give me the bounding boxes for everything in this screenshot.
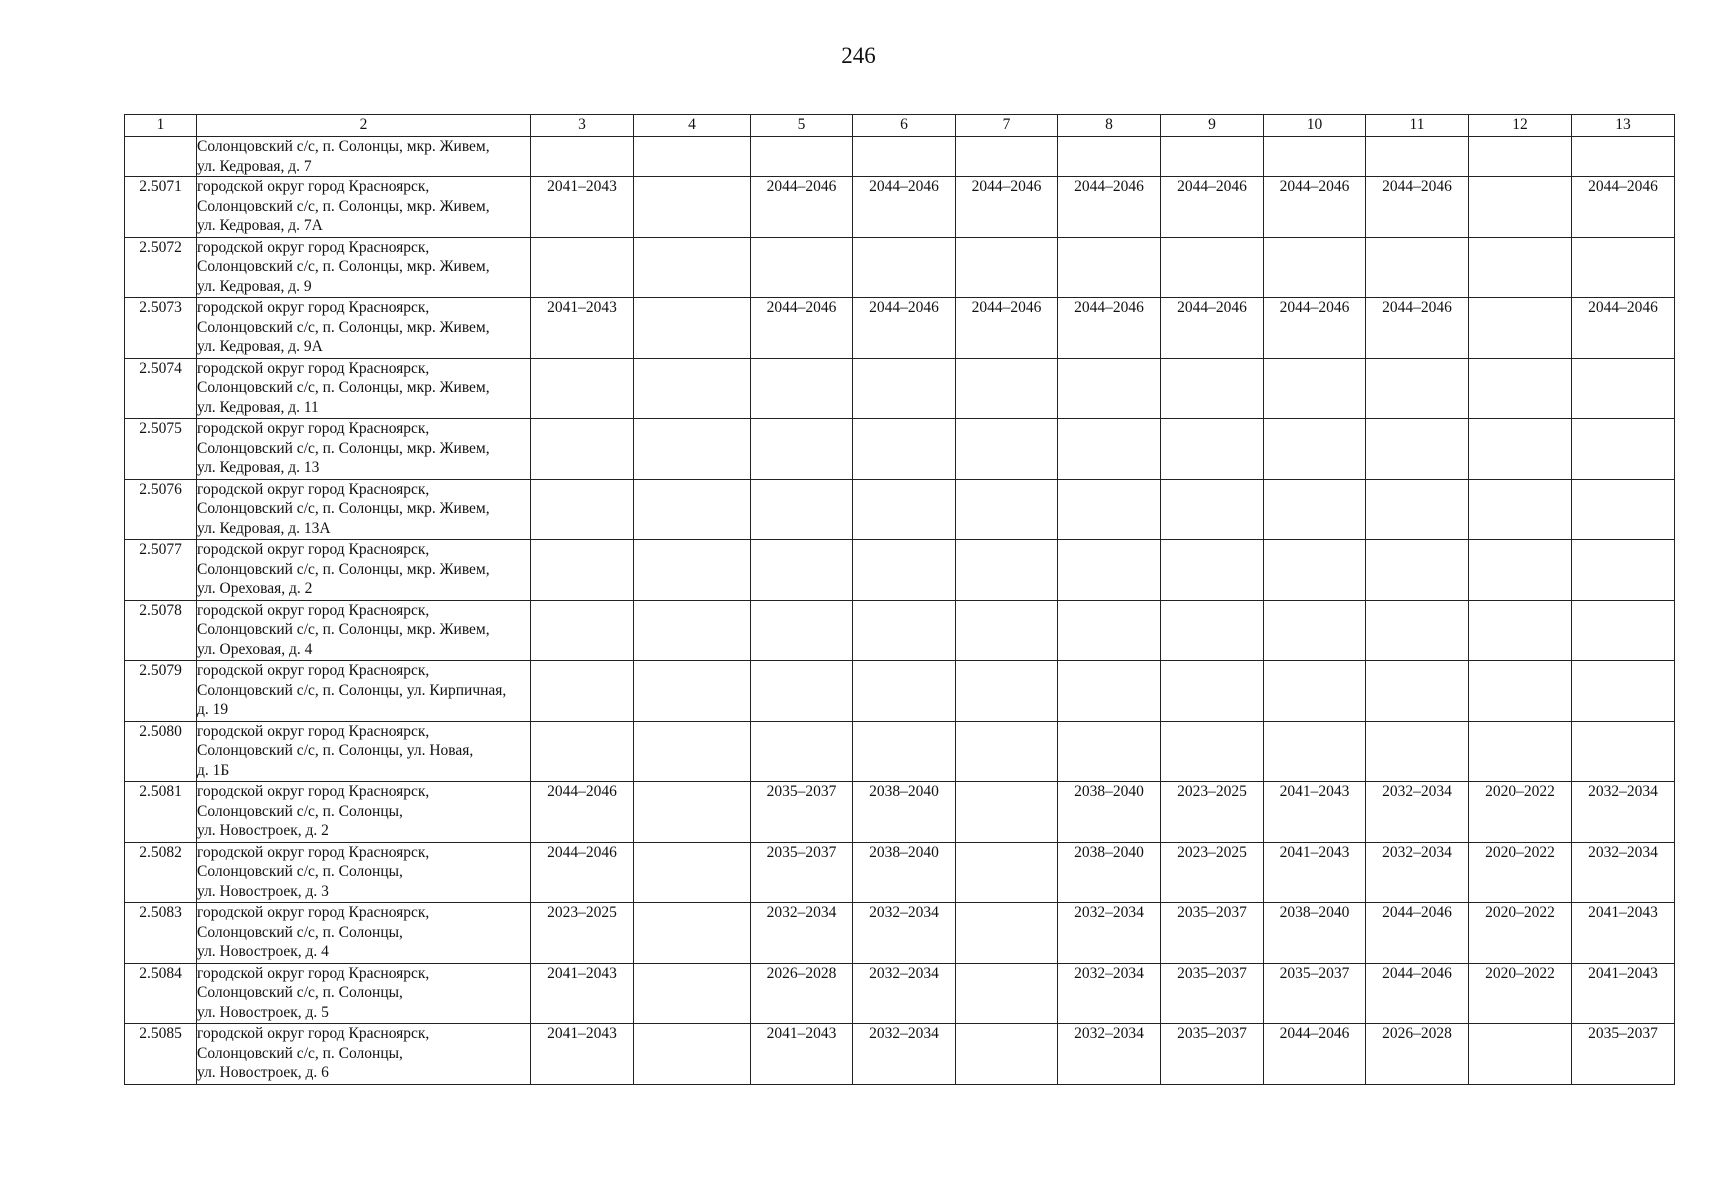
period-cell-col-13: 2041–2043: [1572, 963, 1675, 1024]
address-cell: [197, 1024, 531, 1085]
period-cell-col-11: 2026–2028: [1366, 1024, 1469, 1085]
period-cell-col-12: [1469, 137, 1572, 177]
period-cell-col-7: [956, 1024, 1058, 1085]
address-line: городской округ город Красноярск,: [197, 662, 430, 679]
address-line: городской округ город Красноярск,: [197, 178, 430, 195]
address-line: ул. Новостроек, д. 6: [197, 1064, 329, 1081]
row-number-cell: 2.5075: [125, 419, 197, 480]
period-cell-col-13: 2035–2037: [1572, 1024, 1675, 1085]
row-number-cell: 2.5081: [125, 782, 197, 843]
period-cell-col-5: 2035–2037: [751, 782, 853, 843]
row-number-cell: 2.5072: [125, 237, 197, 298]
period-cell-col-10: 2044–2046: [1264, 298, 1366, 359]
period-cell-col-12: 2020–2022: [1469, 963, 1572, 1024]
period-cell-col-5: 2044–2046: [751, 177, 853, 238]
address-line: ул. Кедровая, д. 9: [197, 277, 312, 295]
period-cell-col-9: 2044–2046: [1161, 177, 1264, 238]
table-body: [125, 137, 1675, 1085]
column-header: 8: [1058, 115, 1161, 137]
table-row: [125, 540, 1675, 601]
row-number-cell: 2.5073: [125, 298, 197, 359]
period-cell-col-11: [1366, 237, 1469, 298]
column-header: 3: [531, 115, 634, 137]
column-header: 11: [1366, 115, 1469, 137]
address-line: Солонцовский с/с, п. Солонцы, мкр. Живем,: [197, 500, 490, 517]
address-line: ул. Кедровая, д. 11: [197, 398, 319, 416]
period-cell-col-3: 2044–2046: [531, 782, 634, 843]
table-row: [125, 479, 1675, 540]
row-number-cell: 2.5071: [125, 177, 197, 238]
address-line: Солонцовский с/с, п. Солонцы,: [197, 863, 403, 880]
period-cell-col-8: [1058, 479, 1161, 540]
address-cell: [197, 298, 531, 359]
period-cell-col-3: [531, 600, 634, 661]
period-cell-col-6: [853, 137, 956, 177]
table-row: [125, 137, 1675, 177]
period-cell-col-9: [1161, 661, 1264, 722]
period-cell-col-5: [751, 721, 853, 782]
period-cell-col-13: [1572, 661, 1675, 722]
row-number-cell: 2.5079: [125, 661, 197, 722]
period-cell-col-5: [751, 479, 853, 540]
period-cell-col-9: 2035–2037: [1161, 1024, 1264, 1085]
address-line: городской округ город Красноярск,: [197, 1025, 430, 1042]
period-cell-col-4: [634, 1024, 751, 1085]
period-cell-col-6: [853, 721, 956, 782]
period-cell-col-6: [853, 661, 956, 722]
period-cell-col-8: 2038–2040: [1058, 842, 1161, 903]
period-cell-col-7: [956, 600, 1058, 661]
period-cell-col-13: 2032–2034: [1572, 842, 1675, 903]
address-line: городской округ город Красноярск,: [197, 601, 430, 619]
period-cell-col-6: [853, 540, 956, 601]
table-row: [125, 963, 1675, 1024]
period-cell-col-10: [1264, 358, 1366, 419]
address-line: ул. Новостроек, д. 2: [197, 822, 329, 839]
period-cell-col-6: [853, 419, 956, 480]
table-row: [125, 600, 1675, 661]
period-cell-col-9: [1161, 137, 1264, 177]
address-line: Солонцовский с/с, п. Солонцы, мкр. Живем,: [197, 560, 490, 578]
period-cell-col-8: [1058, 237, 1161, 298]
address-line: Солонцовский с/с, п. Солонцы,: [197, 984, 403, 1001]
period-cell-col-6: 2032–2034: [853, 963, 956, 1024]
period-cell-col-9: 2023–2025: [1161, 842, 1264, 903]
period-cell-col-7: [956, 721, 1058, 782]
period-cell-col-9: 2035–2037: [1161, 903, 1264, 964]
period-cell-col-12: 2020–2022: [1469, 782, 1572, 843]
period-cell-col-3: 2041–2043: [531, 298, 634, 359]
address-line: городской округ город Красноярск,: [197, 299, 430, 316]
period-cell-col-5: 2044–2046: [751, 298, 853, 359]
period-cell-col-6: 2044–2046: [853, 177, 956, 238]
address-cell: [197, 963, 531, 1024]
period-cell-col-7: [956, 358, 1058, 419]
row-number-cell: 2.5074: [125, 358, 197, 419]
period-cell-col-5: [751, 540, 853, 601]
period-cell-col-8: [1058, 540, 1161, 601]
period-cell-col-4: [634, 137, 751, 177]
period-cell-col-5: [751, 237, 853, 298]
period-cell-col-7: [956, 661, 1058, 722]
period-cell-col-5: 2026–2028: [751, 963, 853, 1024]
period-cell-col-3: [531, 721, 634, 782]
period-cell-col-12: 2020–2022: [1469, 842, 1572, 903]
period-cell-col-3: [531, 137, 634, 177]
address-cell: [197, 842, 531, 903]
period-cell-col-9: [1161, 419, 1264, 480]
period-cell-col-10: 2044–2046: [1264, 177, 1366, 238]
period-cell-col-5: [751, 419, 853, 480]
period-cell-col-12: [1469, 177, 1572, 238]
period-cell-col-11: [1366, 479, 1469, 540]
address-line: ул. Ореховая, д. 4: [197, 640, 313, 658]
address-line: городской округ город Красноярск,: [197, 783, 430, 800]
period-cell-col-10: 2041–2043: [1264, 842, 1366, 903]
column-header: 2: [197, 115, 531, 137]
period-cell-col-5: [751, 137, 853, 177]
column-header: 7: [956, 115, 1058, 137]
period-cell-col-11: [1366, 358, 1469, 419]
period-cell-col-11: [1366, 600, 1469, 661]
period-cell-col-8: [1058, 358, 1161, 419]
period-cell-col-7: [956, 479, 1058, 540]
table-row: [125, 237, 1675, 298]
period-cell-col-6: 2038–2040: [853, 782, 956, 843]
period-cell-col-4: [634, 479, 751, 540]
period-cell-col-11: 2032–2034: [1366, 842, 1469, 903]
address-line: городской округ город Красноярск,: [197, 964, 430, 982]
address-line: Солонцовский с/с, п. Солонцы, ул. Новая,: [197, 742, 474, 759]
column-header: 9: [1161, 115, 1264, 137]
housing-register-table: [124, 114, 1675, 1085]
period-cell-col-6: 2044–2046: [853, 298, 956, 359]
period-cell-col-8: 2032–2034: [1058, 903, 1161, 964]
address-line: Солонцовский с/с, п. Солонцы,: [197, 923, 403, 941]
period-cell-col-5: 2032–2034: [751, 903, 853, 964]
period-cell-col-11: [1366, 721, 1469, 782]
address-line: городской округ город Красноярск,: [197, 904, 430, 921]
period-cell-col-7: [956, 237, 1058, 298]
address-line: городской округ город Красноярск,: [197, 541, 430, 558]
period-cell-col-8: [1058, 137, 1161, 177]
period-cell-col-10: [1264, 661, 1366, 722]
period-cell-col-11: [1366, 419, 1469, 480]
period-cell-col-6: 2038–2040: [853, 842, 956, 903]
period-cell-col-12: [1469, 540, 1572, 601]
period-cell-col-3: 2041–2043: [531, 963, 634, 1024]
period-cell-col-3: [531, 661, 634, 722]
address-line: ул. Кедровая, д. 9А: [197, 338, 323, 355]
period-cell-col-11: [1366, 137, 1469, 177]
period-cell-col-9: [1161, 479, 1264, 540]
address-cell: [197, 782, 531, 843]
period-cell-col-3: [531, 540, 634, 601]
period-cell-col-12: [1469, 237, 1572, 298]
address-cell: [197, 177, 531, 238]
period-cell-col-7: [956, 419, 1058, 480]
period-cell-col-9: 2035–2037: [1161, 963, 1264, 1024]
period-cell-col-13: [1572, 600, 1675, 661]
period-cell-col-9: [1161, 600, 1264, 661]
period-cell-col-5: [751, 661, 853, 722]
period-cell-col-13: 2044–2046: [1572, 298, 1675, 359]
period-cell-col-7: [956, 540, 1058, 601]
period-cell-col-12: [1469, 1024, 1572, 1085]
period-cell-col-12: [1469, 358, 1572, 419]
period-cell-col-8: 2044–2046: [1058, 298, 1161, 359]
period-cell-col-3: [531, 358, 634, 419]
period-cell-col-10: [1264, 721, 1366, 782]
period-cell-col-5: 2035–2037: [751, 842, 853, 903]
column-header: 1: [125, 115, 197, 137]
table-row: [125, 903, 1675, 964]
period-cell-col-10: 2035–2037: [1264, 963, 1366, 1024]
period-cell-col-6: 2032–2034: [853, 1024, 956, 1085]
page-number: 246: [841, 43, 876, 68]
row-number-cell: 2.5080: [125, 721, 197, 782]
period-cell-col-13: [1572, 540, 1675, 601]
period-cell-col-8: [1058, 721, 1161, 782]
address-line: Солонцовский с/с, п. Солонцы, мкр. Живем,: [197, 138, 490, 155]
period-cell-col-13: 2044–2046: [1572, 177, 1675, 238]
period-cell-col-5: [751, 600, 853, 661]
address-line: д. 19: [197, 701, 229, 718]
period-cell-col-11: 2044–2046: [1366, 963, 1469, 1024]
column-header: 10: [1264, 115, 1366, 137]
address-line: ул. Кедровая, д. 13А: [197, 519, 331, 537]
period-cell-col-3: [531, 419, 634, 480]
address-line: Солонцовский с/с, п. Солонцы,: [197, 1044, 403, 1062]
address-line: Солонцовский с/с, п. Солонцы, ул. Кирпичная,: [197, 681, 507, 699]
address-line: ул. Кедровая, д. 7А: [197, 217, 323, 234]
period-cell-col-8: [1058, 600, 1161, 661]
period-cell-col-5: [751, 358, 853, 419]
address-line: Солонцовский с/с, п. Солонцы, мкр. Живем,: [197, 258, 490, 275]
period-cell-col-3: 2041–2043: [531, 177, 634, 238]
table-row: [125, 298, 1675, 359]
period-cell-col-13: [1572, 419, 1675, 480]
column-header: 4: [634, 115, 751, 137]
row-number-cell: 2.5076: [125, 479, 197, 540]
period-cell-col-4: [634, 177, 751, 238]
period-cell-col-4: [634, 842, 751, 903]
address-line: городской округ город Красноярск,: [197, 420, 430, 437]
row-number-cell: 2.5085: [125, 1024, 197, 1085]
address-line: Солонцовский с/с, п. Солонцы, мкр. Живем,: [197, 439, 490, 457]
period-cell-col-7: [956, 963, 1058, 1024]
period-cell-col-10: [1264, 479, 1366, 540]
address-line: городской округ город Красноярск,: [197, 238, 430, 256]
period-cell-col-10: [1264, 137, 1366, 177]
row-number-cell: 2.5082: [125, 842, 197, 903]
period-cell-col-12: [1469, 600, 1572, 661]
period-cell-col-4: [634, 963, 751, 1024]
period-cell-col-8: 2032–2034: [1058, 963, 1161, 1024]
period-cell-col-13: [1572, 721, 1675, 782]
period-cell-col-11: [1366, 540, 1469, 601]
period-cell-col-4: [634, 540, 751, 601]
address-line: ул. Новостроек, д. 5: [197, 1003, 329, 1021]
address-line: городской округ город Красноярск,: [197, 480, 430, 498]
period-cell-col-4: [634, 600, 751, 661]
period-cell-col-7: [956, 842, 1058, 903]
period-cell-col-3: [531, 237, 634, 298]
period-cell-col-9: 2044–2046: [1161, 298, 1264, 359]
period-cell-col-6: [853, 600, 956, 661]
period-cell-col-3: [531, 479, 634, 540]
period-cell-col-9: 2023–2025: [1161, 782, 1264, 843]
period-cell-col-12: [1469, 298, 1572, 359]
address-line: д. 1Б: [197, 761, 230, 779]
period-cell-col-4: [634, 237, 751, 298]
address-cell: [197, 137, 531, 177]
address-cell: [197, 661, 531, 722]
period-cell-col-9: [1161, 358, 1264, 419]
address-cell: [197, 358, 531, 419]
address-line: Солонцовский с/с, п. Солонцы,: [197, 802, 403, 820]
table-row: [125, 1024, 1675, 1085]
period-cell-col-12: 2020–2022: [1469, 903, 1572, 964]
period-cell-col-9: [1161, 237, 1264, 298]
period-cell-col-8: [1058, 419, 1161, 480]
period-cell-col-4: [634, 782, 751, 843]
period-cell-col-13: 2032–2034: [1572, 782, 1675, 843]
period-cell-col-7: [956, 137, 1058, 177]
period-cell-col-11: 2032–2034: [1366, 782, 1469, 843]
period-cell-col-9: [1161, 721, 1264, 782]
period-cell-col-10: 2041–2043: [1264, 782, 1366, 843]
period-cell-col-4: [634, 419, 751, 480]
table-row: [125, 721, 1675, 782]
address-line: ул. Ореховая, д. 2: [197, 580, 313, 597]
address-line: ул. Кедровая, д. 7: [197, 157, 312, 175]
period-cell-col-12: [1469, 419, 1572, 480]
period-cell-col-7: 2044–2046: [956, 298, 1058, 359]
address-line: ул. Новостроек, д. 3: [197, 882, 329, 900]
period-cell-col-4: [634, 903, 751, 964]
row-number-cell: [125, 137, 197, 177]
period-cell-col-4: [634, 721, 751, 782]
address-cell: [197, 237, 531, 298]
period-cell-col-4: [634, 358, 751, 419]
period-cell-col-9: [1161, 540, 1264, 601]
address-cell: [197, 479, 531, 540]
period-cell-col-3: 2041–2043: [531, 1024, 634, 1085]
row-number-cell: 2.5083: [125, 903, 197, 964]
period-cell-col-11: 2044–2046: [1366, 177, 1469, 238]
period-cell-col-10: 2038–2040: [1264, 903, 1366, 964]
period-cell-col-6: [853, 358, 956, 419]
table-row: [125, 842, 1675, 903]
period-cell-col-4: [634, 661, 751, 722]
period-cell-col-7: [956, 903, 1058, 964]
period-cell-col-10: 2044–2046: [1264, 1024, 1366, 1085]
period-cell-col-6: 2032–2034: [853, 903, 956, 964]
period-cell-col-10: [1264, 419, 1366, 480]
period-cell-col-11: 2044–2046: [1366, 903, 1469, 964]
period-cell-col-11: [1366, 661, 1469, 722]
period-cell-col-13: [1572, 237, 1675, 298]
row-number-cell: 2.5077: [125, 540, 197, 601]
period-cell-col-13: [1572, 137, 1675, 177]
period-cell-col-8: 2032–2034: [1058, 1024, 1161, 1085]
period-cell-col-3: 2044–2046: [531, 842, 634, 903]
address-line: Солонцовский с/с, п. Солонцы, мкр. Живем,: [197, 621, 490, 638]
address-line: Солонцовский с/с, п. Солонцы, мкр. Живем,: [197, 379, 490, 396]
period-cell-col-5: 2041–2043: [751, 1024, 853, 1085]
table-row: [125, 419, 1675, 480]
period-cell-col-6: [853, 237, 956, 298]
period-cell-col-7: 2044–2046: [956, 177, 1058, 238]
row-number-cell: 2.5084: [125, 963, 197, 1024]
address-cell: [197, 903, 531, 964]
period-cell-col-13: [1572, 358, 1675, 419]
address-line: ул. Новостроек, д. 4: [197, 943, 329, 960]
row-number-cell: 2.5078: [125, 600, 197, 661]
period-cell-col-12: [1469, 661, 1572, 722]
address-line: Солонцовский с/с, п. Солонцы, мкр. Живем,: [197, 318, 490, 336]
table-row: [125, 782, 1675, 843]
period-cell-col-13: [1572, 479, 1675, 540]
period-cell-col-8: 2038–2040: [1058, 782, 1161, 843]
period-cell-col-4: [634, 298, 751, 359]
period-cell-col-8: [1058, 661, 1161, 722]
period-cell-col-10: [1264, 540, 1366, 601]
address-line: городской округ город Красноярск,: [197, 359, 430, 377]
column-header: 13: [1572, 115, 1675, 137]
period-cell-col-10: [1264, 237, 1366, 298]
address-line: ул. Кедровая, д. 13: [197, 459, 320, 476]
address-cell: [197, 600, 531, 661]
address-cell: [197, 721, 531, 782]
period-cell-col-12: [1469, 479, 1572, 540]
period-cell-col-11: 2044–2046: [1366, 298, 1469, 359]
period-cell-col-6: [853, 479, 956, 540]
address-line: городской округ город Красноярск,: [197, 843, 430, 861]
column-header: 6: [853, 115, 956, 137]
table-row: [125, 177, 1675, 238]
period-cell-col-10: [1264, 600, 1366, 661]
address-line: Солонцовский с/с, п. Солонцы, мкр. Живем,: [197, 197, 490, 215]
period-cell-col-3: 2023–2025: [531, 903, 634, 964]
table-row: [125, 358, 1675, 419]
column-header: 5: [751, 115, 853, 137]
period-cell-col-7: [956, 782, 1058, 843]
address-line: городской округ город Красноярск,: [197, 722, 430, 740]
period-cell-col-13: 2041–2043: [1572, 903, 1675, 964]
period-cell-col-12: [1469, 721, 1572, 782]
table-row: [125, 661, 1675, 722]
column-header: 12: [1469, 115, 1572, 137]
period-cell-col-8: 2044–2046: [1058, 177, 1161, 238]
address-cell: [197, 540, 531, 601]
header-row: [125, 115, 1675, 137]
address-cell: [197, 419, 531, 480]
